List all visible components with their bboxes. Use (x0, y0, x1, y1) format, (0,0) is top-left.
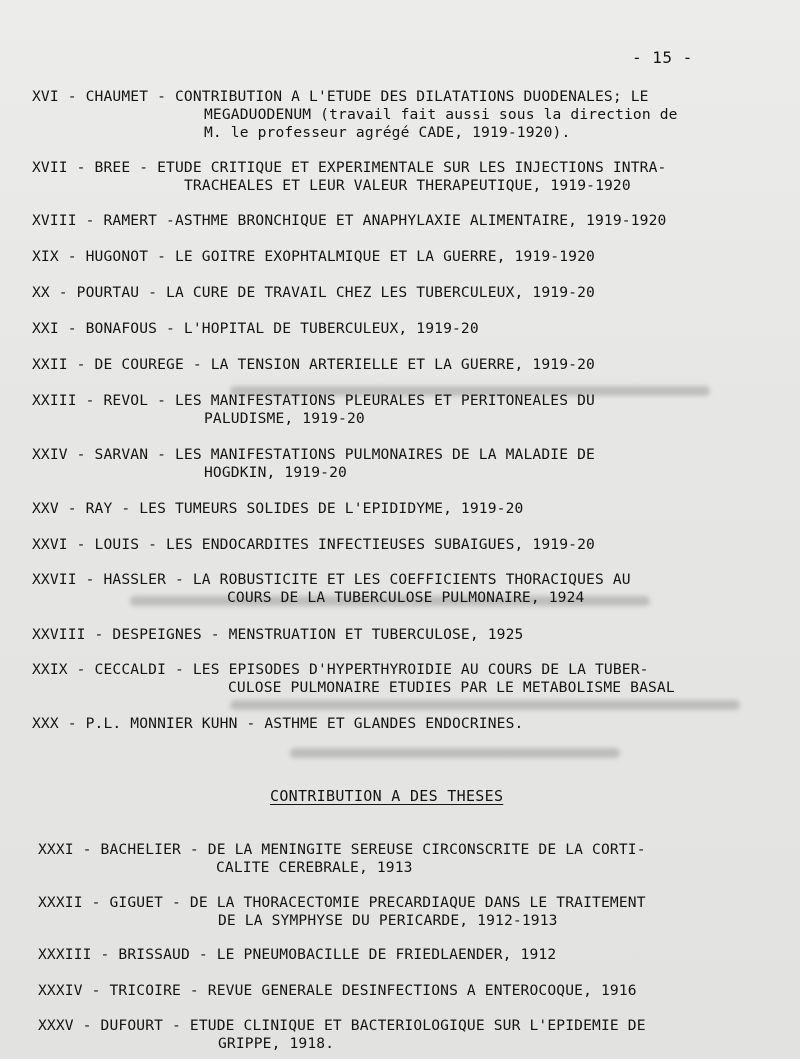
list-item (38, 894, 798, 930)
list-item (32, 284, 792, 302)
entry-line: XXVI - LOUIS - LES ENDOCARDITES INFECTIEUSES SUBAIGUES, 1919-20 (32, 536, 595, 553)
list-item (32, 356, 792, 374)
entry-line: XXI - BONAFOUS - L'HOPITAL DE TUBERCULEUX, 1919-20 (32, 320, 479, 337)
entry-line: TRACHEALES ET LEUR VALEUR THERAPEUTIQUE, 1919-1920 (184, 177, 631, 194)
entry-line: COURS DE LA TUBERCULOSE PULMONAIRE, 1924 (227, 589, 585, 606)
entry-line: XXVIII - DESPEIGNES - MENSTRUATION ET TUBERCULOSE, 1925 (32, 626, 524, 643)
entry-line: XXXI - BACHELIER - DE LA MENINGITE SEREUSE CIRCONSCRITE DE LA CORTI- (38, 841, 646, 858)
entry-line: XVII - BREE - ETUDE CRITIQUE ET EXPERIMENTALE SUR LES INJECTIONS INTRA- (32, 159, 667, 176)
entry-line: CULOSE PULMONAIRE ETUDIES PAR LE METABOLISME BASAL (228, 679, 675, 696)
list-item (32, 661, 792, 697)
entry-line: XXIII - REVOL - LES MANIFESTATIONS PLEURALES ET PERITONEALES DU (32, 392, 595, 409)
entry-line: M. le professeur agrégé CADE, 1919-1920). (204, 124, 571, 141)
list-item (38, 1017, 798, 1053)
entry-line: XXXV - DUFOURT - ETUDE CLINIQUE ET BACTERIOLOGIQUE SUR L'EPIDEMIE DE (38, 1017, 646, 1034)
list-item (32, 626, 792, 644)
entry-line: XX - POURTAU - LA CURE DE TRAVAIL CHEZ LES TUBERCULEUX, 1919-20 (32, 284, 595, 301)
entry-line: XXX - P.L. MONNIER KUHN - ASTHME ET GLANDES ENDOCRINES. (32, 715, 524, 732)
list-item (32, 320, 792, 338)
list-item (38, 841, 798, 877)
entry-line: XXII - DE COUREGE - LA TENSION ARTERIELLE ET LA GUERRE, 1919-20 (32, 356, 595, 373)
section-title: CONTRIBUTION A DES THESES (270, 787, 504, 805)
entry-line: XXXIII - BRISSAUD - LE PNEUMOBACILLE DE FRIEDLAENDER, 1912 (38, 946, 557, 963)
list-item (32, 212, 792, 230)
list-item (32, 392, 792, 428)
entry-line: MEGADUODENUM (travail fait aussi sous la direction de (204, 106, 678, 123)
ink-smudge (230, 700, 740, 710)
list-item (32, 446, 792, 482)
list-item (32, 715, 792, 733)
entry-line: XVI - CHAUMET - CONTRIBUTION A L'ETUDE DES DILATATIONS DUODENALES; LE (32, 88, 649, 105)
entry-line: XXXII - GIGUET - DE LA THORACECTOMIE PRECARDIAQUE DANS LE TRAITEMENT (38, 894, 646, 911)
entry-line: DE LA SYMPHYSE DU PERICARDE, 1912-1913 (218, 912, 558, 929)
entry-line: XIX - HUGONOT - LE GOITRE EXOPHTALMIQUE ET LA GUERRE, 1919-1920 (32, 248, 595, 265)
ink-smudge (290, 748, 620, 758)
entry-line: XXVII - HASSLER - LA ROBUSTICITE ET LES COEFFICIENTS THORACIQUES AU (32, 571, 631, 588)
entry-line: HOGDKIN, 1919-20 (204, 464, 347, 481)
entry-line: XXIV - SARVAN - LES MANIFESTATIONS PULMONAIRES DE LA MALADIE DE (32, 446, 595, 463)
list-item (32, 571, 792, 607)
list-item (38, 982, 798, 1000)
entry-line: CALITE CEREBRALE, 1913 (216, 859, 413, 876)
entry-line: XXV - RAY - LES TUMEURS SOLIDES DE L'EPIDIDYME, 1919-20 (32, 500, 524, 517)
entry-line: PALUDISME, 1919-20 (204, 410, 365, 427)
entry-line: XXXIV - TRICOIRE - REVUE GENERALE DESINFECTIONS A ENTEROCOQUE, 1916 (38, 982, 637, 999)
list-item (32, 248, 792, 266)
list-item (32, 159, 792, 195)
entry-line: XXIX - CECCALDI - LES EPISODES D'HYPERTHYROIDIE AU COURS DE LA TUBER- (32, 661, 649, 678)
list-item (32, 88, 792, 142)
list-item (32, 500, 792, 518)
entry-line: XVIII - RAMERT -ASTHME BRONCHIQUE ET ANAPHYLAXIE ALIMENTAIRE, 1919-1920 (32, 212, 667, 229)
list-item (32, 536, 792, 554)
page-number: - 15 - (632, 48, 693, 67)
list-item (38, 946, 798, 964)
entry-line: GRIPPE, 1918. (218, 1035, 335, 1052)
